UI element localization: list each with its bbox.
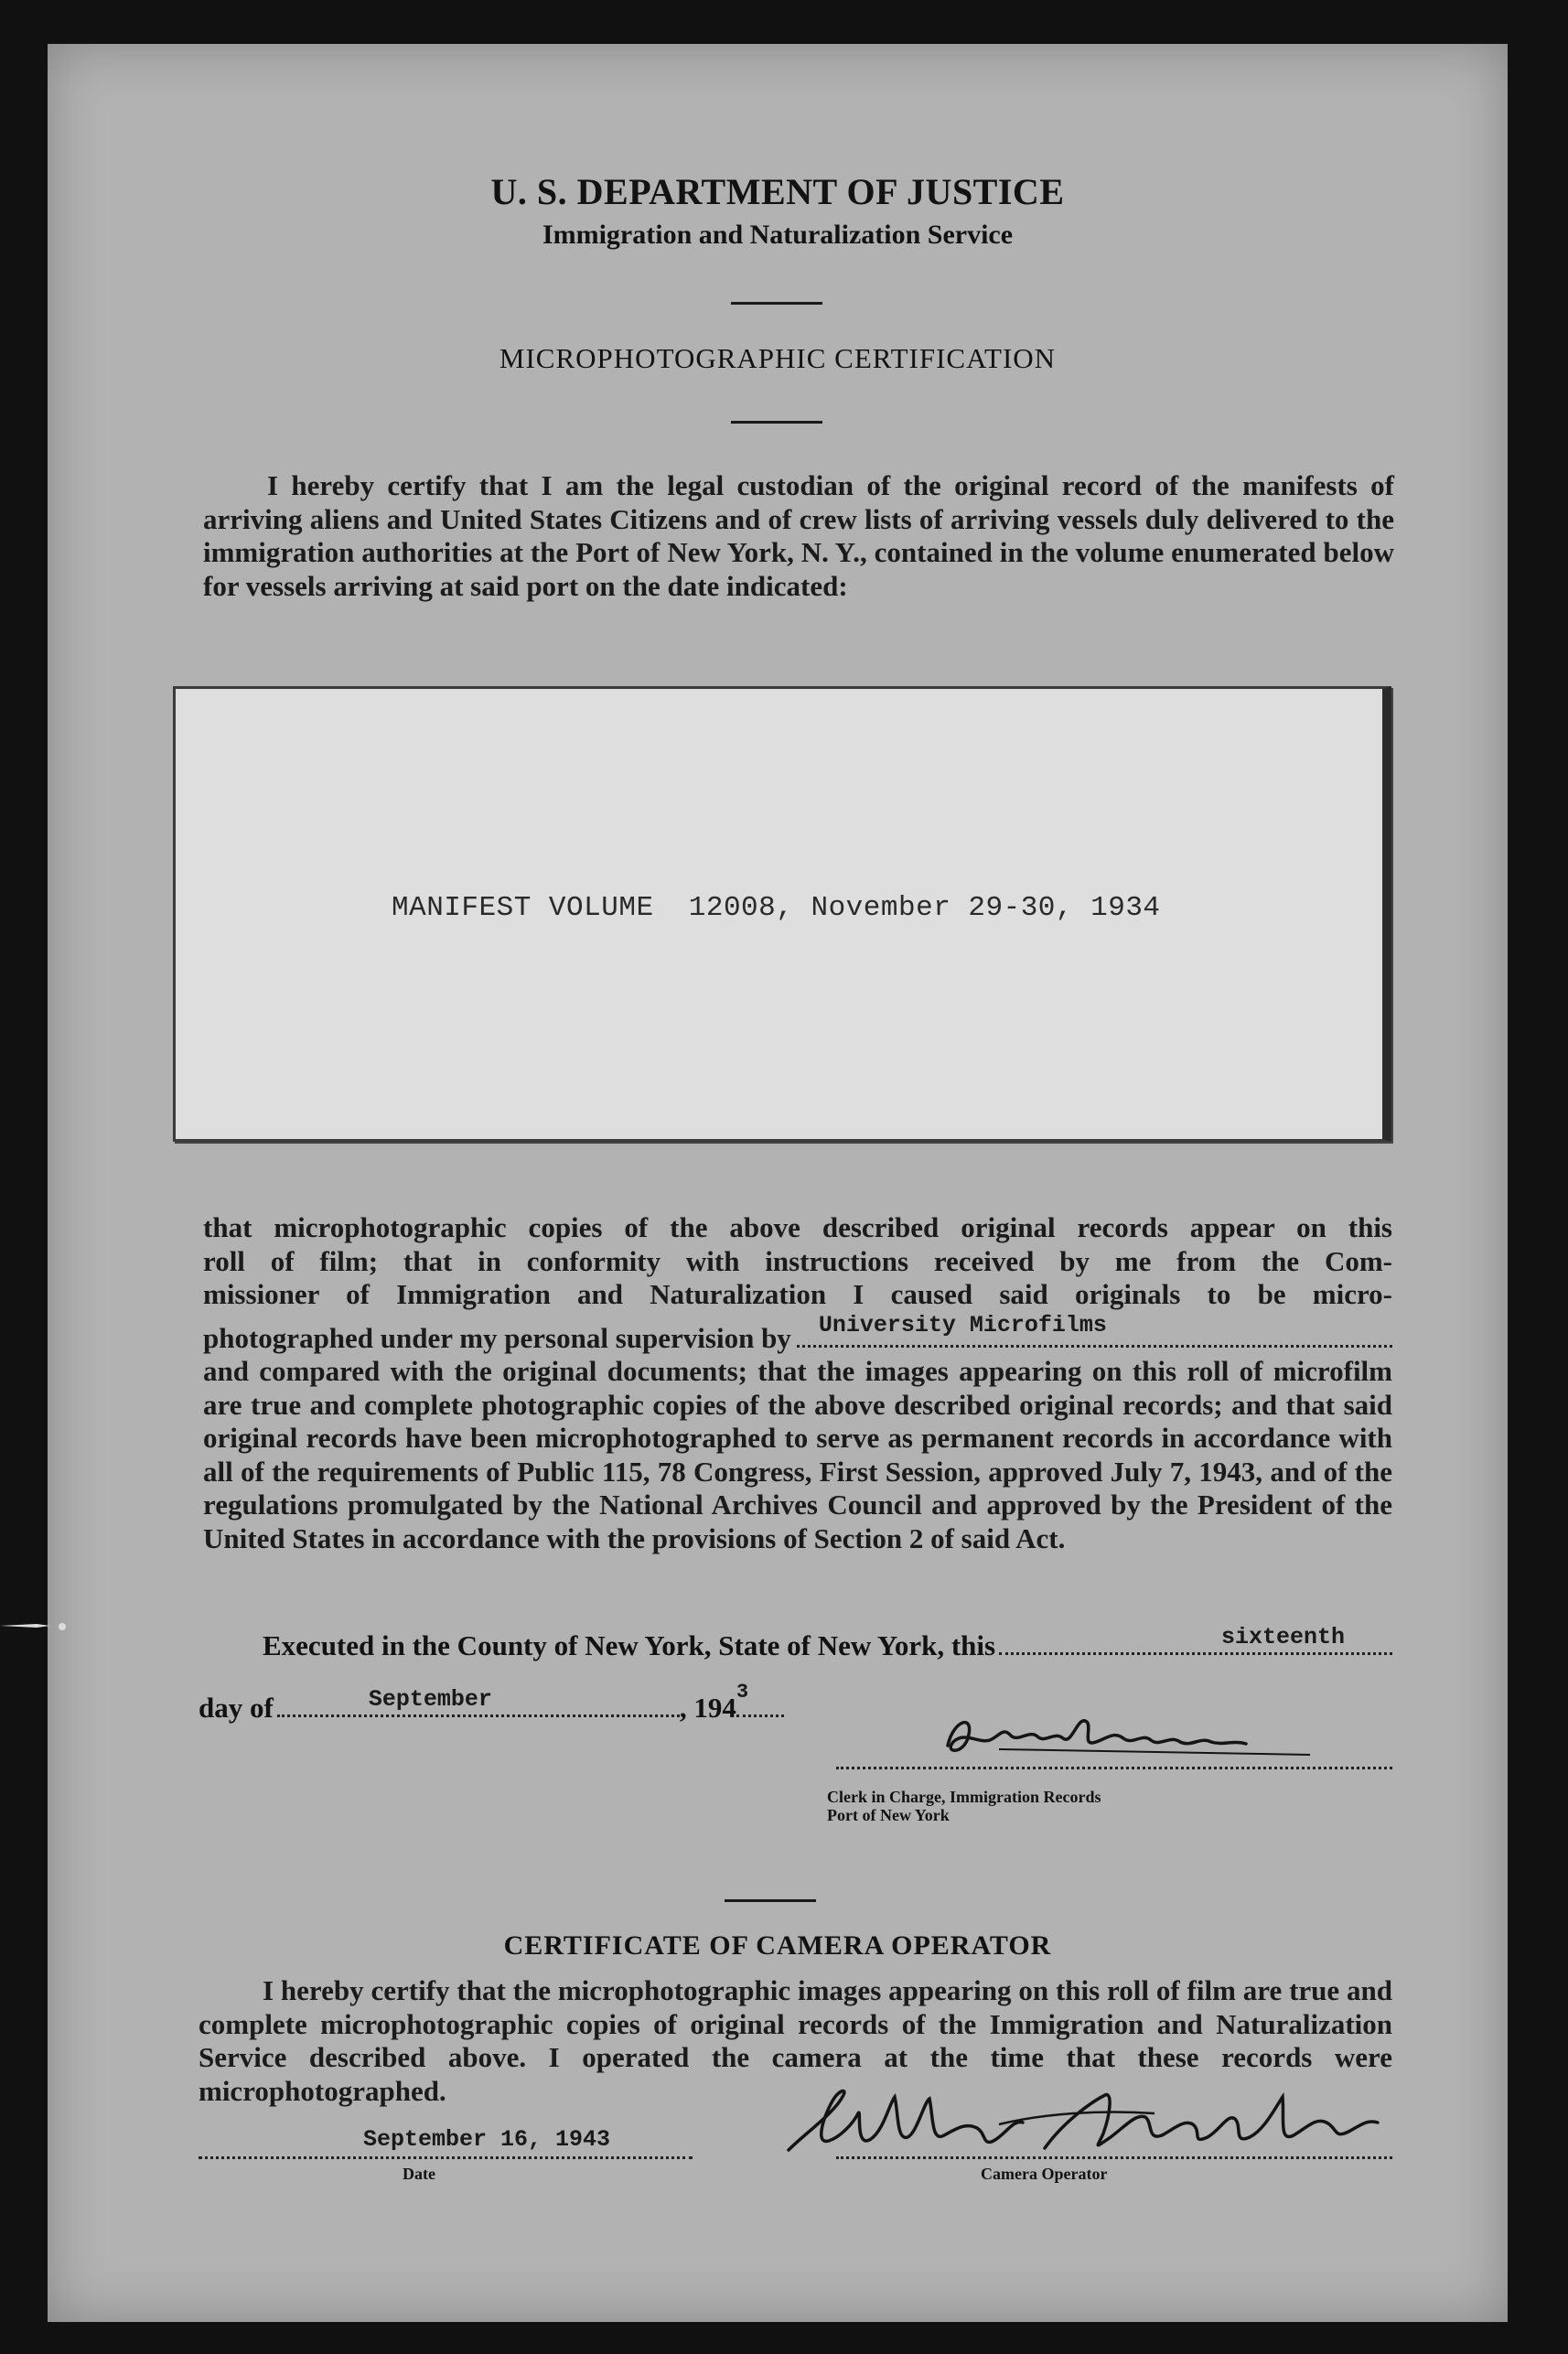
camera-operator-paragraph: I hereby certify that the microphotographic images appearing on this roll of film are true and complete microphotographic copies of original records of the Immigration and Naturalization Service described above. I operated the camera at the time that these records were microphotographed. [199, 1974, 1392, 2107]
divider-middle [731, 421, 822, 424]
executed-line [263, 1625, 1392, 1662]
manifest-insert-slip [173, 686, 1391, 1142]
manifest-volume-entry: MANIFEST VOLUME 12008, November 29-30, 1934 [392, 892, 1161, 924]
body-paragraph [203, 1211, 1392, 1555]
year-fill-line [736, 1681, 784, 1717]
year-digit: 3 [736, 1681, 749, 1704]
clerk-title [827, 1788, 1101, 1824]
film-marker-arrow [0, 1617, 82, 1635]
date-label: Date [403, 2165, 435, 2183]
camera-operator-title: CERTIFICATE OF CAMERA OPERATOR [503, 1930, 1052, 1961]
executed-text: Executed in the County of New York, State of New York, this [263, 1629, 996, 1661]
month-value: September [368, 1686, 492, 1713]
day-of-line [199, 1681, 784, 1725]
month-fill-line [277, 1687, 680, 1717]
body-line-1: that microphotographic copies of the above described original records appear on this [203, 1211, 1392, 1243]
camera-operator-label: Camera Operator [981, 2165, 1108, 2183]
body-line-4-prefix: photographed under my personal supervision by [203, 1321, 791, 1354]
supervisor-fill-line [797, 1312, 1392, 1348]
intro-paragraph: I hereby certify that I am the legal custodian of the original record of the manifests of arriving aliens and United States Citizens and of crew lists of arriving vessels duly delivered to the immigration authorities at the Port of New York, N. Y., contained in the volume enumerated below for vessels arriving at said port on the date indicated: [203, 469, 1394, 602]
clerk-title-line-2: Port of New York [827, 1806, 950, 1824]
certification-title: MICROPHOTOGRAPHIC CERTIFICATION [499, 342, 1057, 374]
clerk-title-line-1: Clerk in Charge, Immigration Records [827, 1788, 1101, 1806]
supervisor-name: University Microfilms [818, 1312, 1107, 1338]
clerk-signature-line [836, 1767, 1392, 1769]
day-fill-line [999, 1625, 1392, 1655]
body-line-2: roll of film; that in conformity with instructions received by me from the Com- [203, 1244, 1392, 1277]
day-of-label: day of [199, 1692, 274, 1724]
year-prefix: , 194 [679, 1692, 736, 1724]
divider-top [731, 302, 822, 305]
operator-date-value: September 16, 1943 [363, 2126, 611, 2153]
day-value: sixteenth [1220, 1624, 1345, 1650]
clerk-signature [926, 1707, 1356, 1771]
date-fill-line [199, 2156, 693, 2159]
divider-bottom [725, 1899, 816, 1902]
body-line-3: missioner of Immigration and Naturalization I caused said originals to be micro- [203, 1278, 1392, 1310]
document-page [48, 44, 1508, 2322]
department-heading: U. S. DEPARTMENT OF JUSTICE [490, 171, 1065, 212]
service-subheading: Immigration and Naturalization Service [542, 220, 1014, 250]
body-rest: and compared with the original documents; that the images appearing on this roll of microfilm are true and complete photographic copies of the above described original records; and that said original records have been microphotographed to serve as permanent records in accordance with all of the requirements of Public 115, 78 Congress, First Session, approved July 7, 1943, and of the regulations promulgated by the National Archives Council and approved by the President of the United States in accordance with the provisions of Section 2 of said Act. [203, 1355, 1392, 1554]
camera-operator-signature [770, 2086, 1392, 2165]
operator-signature-line [836, 2156, 1392, 2159]
supervisor-line [203, 1312, 1392, 1356]
